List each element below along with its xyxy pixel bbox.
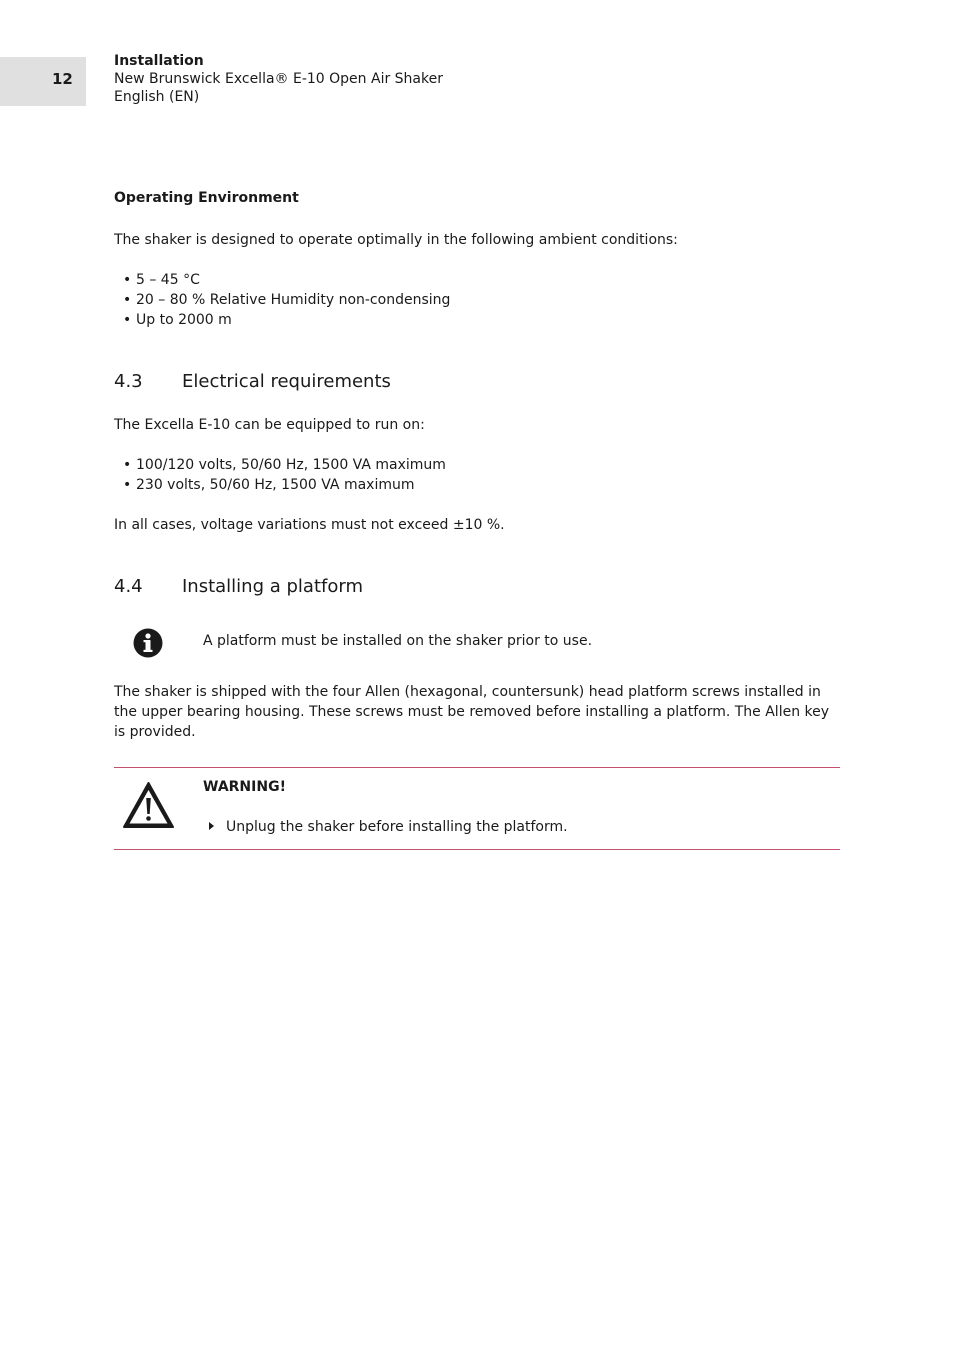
section-title: Electrical requirements bbox=[182, 371, 391, 392]
running-header bbox=[114, 52, 443, 106]
operating-conditions-list bbox=[114, 270, 450, 330]
language-label: English (EN) bbox=[114, 89, 200, 105]
section-number: 4.3 bbox=[114, 371, 143, 392]
warning-title: WARNING! bbox=[203, 779, 286, 795]
warning-top-rule bbox=[114, 767, 840, 768]
warning-triangle-icon bbox=[122, 781, 175, 829]
list-item: • 20 – 80 % Relative Humidity non-condensing bbox=[123, 292, 451, 308]
electrical-options-list bbox=[114, 455, 446, 495]
list-item: • 5 – 45 °C bbox=[123, 272, 200, 288]
platform-screws-paragraph: The shaker is shipped with the four Allen (hexagonal, countersunk) head platform screws installed in the upper bearing housing. These screws must be removed before installing a platform. The Allen key is provided. bbox=[114, 684, 830, 740]
section-title: Installing a platform bbox=[182, 576, 363, 597]
section-heading-4-4 bbox=[114, 575, 363, 599]
section-number: 4.4 bbox=[114, 576, 143, 597]
product-name: New Brunswick Excella® E-10 Open Air Shaker bbox=[114, 71, 443, 87]
list-item: • 100/120 volts, 50/60 Hz, 1500 VA maximum bbox=[123, 457, 446, 473]
page-number: 12 bbox=[52, 70, 73, 88]
arrow-right-icon bbox=[209, 822, 214, 830]
page-tab bbox=[0, 57, 86, 106]
electrical-intro: The Excella E-10 can be equipped to run on: bbox=[114, 417, 425, 433]
list-item: • Up to 2000 m bbox=[123, 312, 232, 328]
chapter-title: Installation bbox=[114, 53, 204, 69]
voltage-note: In all cases, voltage variations must not exceed ±10 %. bbox=[114, 517, 505, 533]
list-item: • 230 volts, 50/60 Hz, 1500 VA maximum bbox=[123, 477, 415, 493]
warning-step-text: Unplug the shaker before installing the platform. bbox=[226, 819, 568, 835]
operating-environment-intro: The shaker is designed to operate optimally in the following ambient conditions: bbox=[114, 232, 678, 248]
section-heading-4-3 bbox=[114, 370, 391, 394]
warning-step bbox=[203, 817, 568, 837]
info-icon bbox=[133, 628, 163, 658]
info-note: A platform must be installed on the shaker prior to use. bbox=[203, 633, 593, 649]
warning-bottom-rule bbox=[114, 849, 840, 850]
operating-environment-heading: Operating Environment bbox=[114, 190, 299, 206]
